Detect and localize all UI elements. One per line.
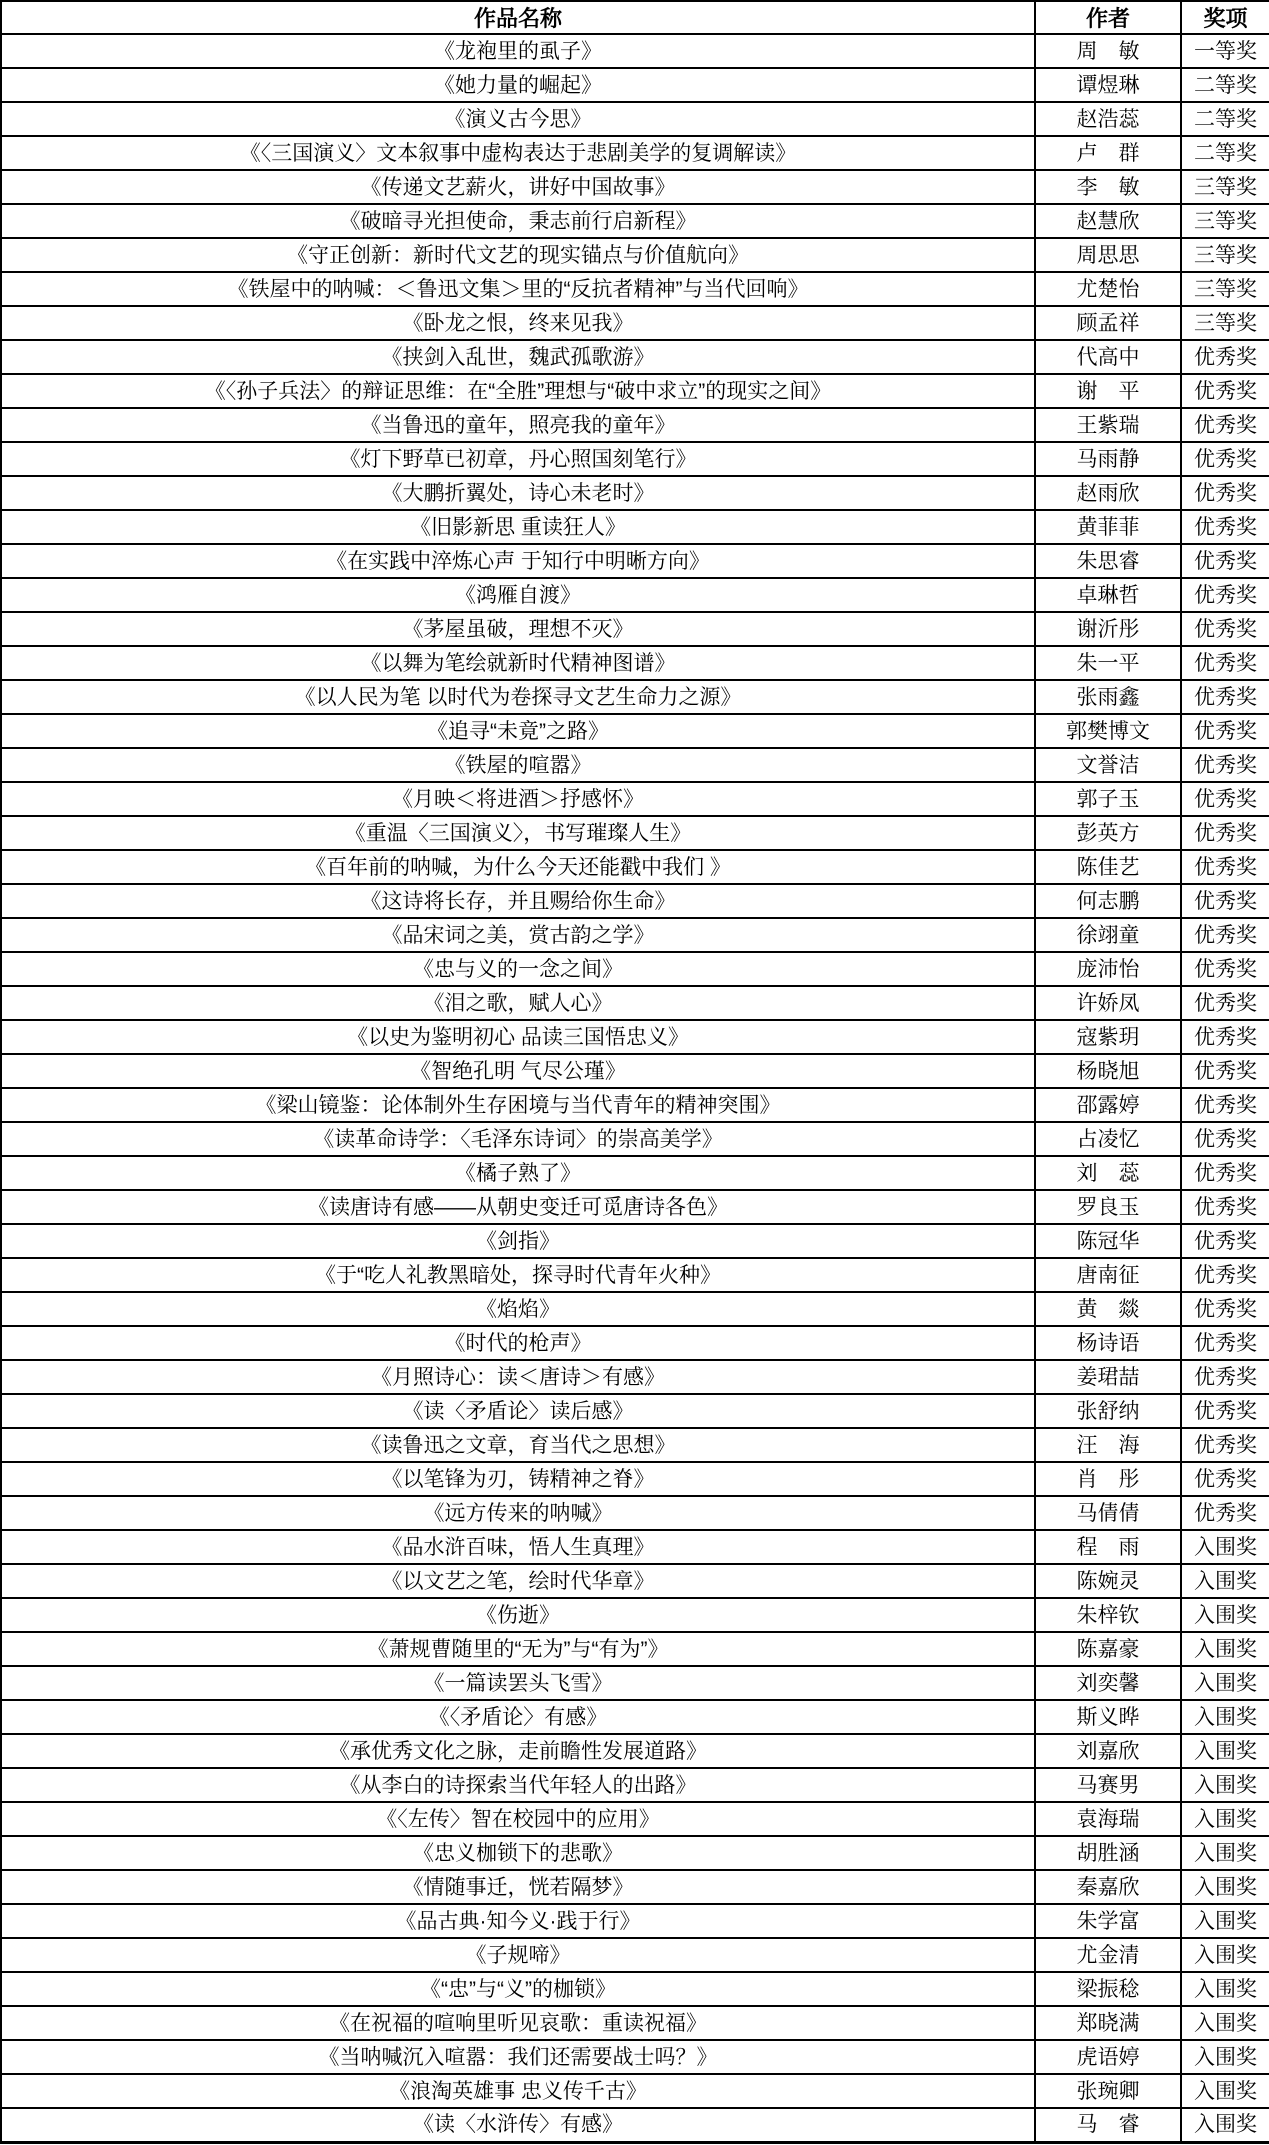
table-row xyxy=(1,952,1269,986)
award-cell: 优秀奖 xyxy=(1181,1292,1269,1326)
table-row xyxy=(1,646,1269,680)
award-cell: 三等奖 xyxy=(1181,204,1269,238)
work-title-cell: 《铁屋中的呐喊：＜鲁迅文集＞里的“反抗者精神”与当代回响》 xyxy=(1,272,1035,306)
work-title-cell: 《旧影新思 重读狂人》 xyxy=(1,510,1035,544)
author-cell: 陈嘉豪 xyxy=(1035,1632,1181,1666)
author-cell: 秦嘉欣 xyxy=(1035,1870,1181,1904)
table-row xyxy=(1,816,1269,850)
author-cell: 郑晓满 xyxy=(1035,2006,1181,2040)
table-row xyxy=(1,2108,1269,2142)
author-cell: 马 睿 xyxy=(1035,2108,1181,2142)
award-cell: 优秀奖 xyxy=(1181,680,1269,714)
author-cell: 汪 海 xyxy=(1035,1428,1181,1462)
work-title-cell: 《子规啼》 xyxy=(1,1938,1035,1972)
award-cell: 入围奖 xyxy=(1181,1836,1269,1870)
award-cell: 优秀奖 xyxy=(1181,612,1269,646)
table-row xyxy=(1,1088,1269,1122)
column-header-author: 作者 xyxy=(1035,1,1181,34)
award-cell: 三等奖 xyxy=(1181,170,1269,204)
author-cell: 卢 群 xyxy=(1035,136,1181,170)
table-row xyxy=(1,1326,1269,1360)
table-row xyxy=(1,1564,1269,1598)
award-cell: 入围奖 xyxy=(1181,2074,1269,2108)
award-cell: 优秀奖 xyxy=(1181,1326,1269,1360)
table-row xyxy=(1,204,1269,238)
award-cell: 优秀奖 xyxy=(1181,544,1269,578)
work-title-cell: 《卧龙之恨，终来见我》 xyxy=(1,306,1035,340)
work-title-cell: 《以笔锋为刃，铸精神之脊》 xyxy=(1,1462,1035,1496)
work-title-cell: 《在实践中淬炼心声 于知行中明晰方向》 xyxy=(1,544,1035,578)
work-title-cell: 《泪之歌，赋人心》 xyxy=(1,986,1035,1020)
award-cell: 入围奖 xyxy=(1181,1802,1269,1836)
work-title-cell: 《以人民为笔 以时代为卷探寻文艺生命力之源》 xyxy=(1,680,1035,714)
award-cell: 二等奖 xyxy=(1181,102,1269,136)
author-cell: 卓琳哲 xyxy=(1035,578,1181,612)
award-cell: 优秀奖 xyxy=(1181,1020,1269,1054)
author-cell: 张舒纳 xyxy=(1035,1394,1181,1428)
work-title-cell: 《橘子熟了》 xyxy=(1,1156,1035,1190)
author-cell: 彭英方 xyxy=(1035,816,1181,850)
table-row xyxy=(1,748,1269,782)
table-row xyxy=(1,136,1269,170)
award-cell: 入围奖 xyxy=(1181,1530,1269,1564)
author-cell: 何志鹏 xyxy=(1035,884,1181,918)
author-cell: 王紫瑞 xyxy=(1035,408,1181,442)
work-title-cell: 《品水浒百味，悟人生真理》 xyxy=(1,1530,1035,1564)
table-row xyxy=(1,1972,1269,2006)
table-row xyxy=(1,1156,1269,1190)
work-title-cell: 《忠义枷锁下的悲歌》 xyxy=(1,1836,1035,1870)
table-row xyxy=(1,714,1269,748)
author-cell: 马雨静 xyxy=(1035,442,1181,476)
work-title-cell: 《百年前的呐喊，为什么今天还能戳中我们 》 xyxy=(1,850,1035,884)
author-cell: 袁海瑞 xyxy=(1035,1802,1181,1836)
table-row xyxy=(1,510,1269,544)
work-title-cell: 《读〈矛盾论〉读后感》 xyxy=(1,1394,1035,1428)
author-cell: 周思思 xyxy=(1035,238,1181,272)
award-cell: 入围奖 xyxy=(1181,1938,1269,1972)
column-header-award: 奖项 xyxy=(1181,1,1269,34)
award-cell: 优秀奖 xyxy=(1181,510,1269,544)
work-title-cell: 《伤逝》 xyxy=(1,1598,1035,1632)
author-cell: 赵雨欣 xyxy=(1035,476,1181,510)
award-cell: 二等奖 xyxy=(1181,136,1269,170)
author-cell: 黄菲菲 xyxy=(1035,510,1181,544)
award-cell: 二等奖 xyxy=(1181,68,1269,102)
table-row xyxy=(1,986,1269,1020)
award-cell: 优秀奖 xyxy=(1181,782,1269,816)
author-cell: 张雨鑫 xyxy=(1035,680,1181,714)
author-cell: 肖 彤 xyxy=(1035,1462,1181,1496)
table-row xyxy=(1,1904,1269,1938)
work-title-cell: 《焰焰》 xyxy=(1,1292,1035,1326)
table-row xyxy=(1,1428,1269,1462)
table-row xyxy=(1,34,1269,68)
award-cell: 优秀奖 xyxy=(1181,408,1269,442)
work-title-cell: 《在祝福的喧响里听见哀歌：重读祝福》 xyxy=(1,2006,1035,2040)
work-title-cell: 《〈孙子兵法〉的辩证思维：在“全胜”理想与“破中求立”的现实之间》 xyxy=(1,374,1035,408)
work-title-cell: 《演义古今思》 xyxy=(1,102,1035,136)
author-cell: 郭樊博文 xyxy=(1035,714,1181,748)
author-cell: 朱思睿 xyxy=(1035,544,1181,578)
work-title-cell: 《当鲁迅的童年，照亮我的童年》 xyxy=(1,408,1035,442)
award-cell: 优秀奖 xyxy=(1181,1462,1269,1496)
table-row xyxy=(1,850,1269,884)
table-row xyxy=(1,1054,1269,1088)
table-row xyxy=(1,1462,1269,1496)
author-cell: 马赛男 xyxy=(1035,1768,1181,1802)
author-cell: 许娇凤 xyxy=(1035,986,1181,1020)
award-cell: 优秀奖 xyxy=(1181,1360,1269,1394)
table-row xyxy=(1,1802,1269,1836)
award-cell: 优秀奖 xyxy=(1181,1224,1269,1258)
work-title-cell: 《读革命诗学：〈毛泽东诗词〉的崇高美学》 xyxy=(1,1122,1035,1156)
author-cell: 程 雨 xyxy=(1035,1530,1181,1564)
author-cell: 虎语婷 xyxy=(1035,2040,1181,2074)
award-cell: 入围奖 xyxy=(1181,2108,1269,2142)
work-title-cell: 《守正创新：新时代文艺的现实锚点与价值航向》 xyxy=(1,238,1035,272)
author-cell: 顾孟祥 xyxy=(1035,306,1181,340)
table-row xyxy=(1,408,1269,442)
work-title-cell: 《智绝孔明 气尽公瑾》 xyxy=(1,1054,1035,1088)
author-cell: 斯义晔 xyxy=(1035,1700,1181,1734)
work-title-cell: 《破暗寻光担使命，秉志前行启新程》 xyxy=(1,204,1035,238)
table-row xyxy=(1,1530,1269,1564)
award-cell: 优秀奖 xyxy=(1181,578,1269,612)
table-row xyxy=(1,1020,1269,1054)
table-row xyxy=(1,272,1269,306)
table-row xyxy=(1,1258,1269,1292)
author-cell: 刘嘉欣 xyxy=(1035,1734,1181,1768)
work-title-cell: 《读〈水浒传〉有感》 xyxy=(1,2108,1035,2142)
work-title-cell: 《传递文艺薪火，讲好中国故事》 xyxy=(1,170,1035,204)
award-cell: 优秀奖 xyxy=(1181,714,1269,748)
table-row xyxy=(1,238,1269,272)
table-row xyxy=(1,2040,1269,2074)
table-row xyxy=(1,68,1269,102)
author-cell: 周 敏 xyxy=(1035,34,1181,68)
table-row xyxy=(1,2006,1269,2040)
author-cell: 寇紫玥 xyxy=(1035,1020,1181,1054)
author-cell: 谢沂彤 xyxy=(1035,612,1181,646)
table-body xyxy=(1,34,1269,2142)
work-title-cell: 《她力量的崛起》 xyxy=(1,68,1035,102)
award-cell: 入围奖 xyxy=(1181,1632,1269,1666)
work-title-cell: 《〈三国演义〉文本叙事中虚构表达于悲剧美学的复调解读》 xyxy=(1,136,1035,170)
work-title-cell: 《品宋词之美，赏古韵之学》 xyxy=(1,918,1035,952)
table-row xyxy=(1,918,1269,952)
author-cell: 占凌忆 xyxy=(1035,1122,1181,1156)
author-cell: 尤楚怡 xyxy=(1035,272,1181,306)
author-cell: 徐翊童 xyxy=(1035,918,1181,952)
table-row xyxy=(1,1632,1269,1666)
work-title-cell: 《挟剑入乱世，魏武孤歌游》 xyxy=(1,340,1035,374)
author-cell: 黄 燚 xyxy=(1035,1292,1181,1326)
award-cell: 优秀奖 xyxy=(1181,374,1269,408)
author-cell: 郭子玉 xyxy=(1035,782,1181,816)
award-cell: 优秀奖 xyxy=(1181,1428,1269,1462)
award-cell: 入围奖 xyxy=(1181,1870,1269,1904)
table-row xyxy=(1,170,1269,204)
table-row xyxy=(1,1360,1269,1394)
award-cell: 优秀奖 xyxy=(1181,884,1269,918)
award-cell: 入围奖 xyxy=(1181,1598,1269,1632)
author-cell: 张琬卿 xyxy=(1035,2074,1181,2108)
award-cell: 优秀奖 xyxy=(1181,1258,1269,1292)
work-title-cell: 《读鲁迅之文章，育当代之思想》 xyxy=(1,1428,1035,1462)
award-cell: 优秀奖 xyxy=(1181,1394,1269,1428)
author-cell: 姜珺喆 xyxy=(1035,1360,1181,1394)
work-title-cell: 《〈矛盾论〉有感》 xyxy=(1,1700,1035,1734)
author-cell: 朱学富 xyxy=(1035,1904,1181,1938)
author-cell: 陈婉灵 xyxy=(1035,1564,1181,1598)
table-row xyxy=(1,612,1269,646)
award-cell: 优秀奖 xyxy=(1181,1190,1269,1224)
table-row xyxy=(1,1496,1269,1530)
award-cell: 优秀奖 xyxy=(1181,1122,1269,1156)
work-title-cell: 《“忠”与“义”的枷锁》 xyxy=(1,1972,1035,2006)
header-row xyxy=(1,1,1269,34)
work-title-cell: 《剑指》 xyxy=(1,1224,1035,1258)
work-title-cell: 《时代的枪声》 xyxy=(1,1326,1035,1360)
author-cell: 胡胜涵 xyxy=(1035,1836,1181,1870)
award-cell: 入围奖 xyxy=(1181,1700,1269,1734)
table-row xyxy=(1,1394,1269,1428)
author-cell: 陈佳艺 xyxy=(1035,850,1181,884)
work-title-cell: 《品古典·知今义·践于行》 xyxy=(1,1904,1035,1938)
table-row xyxy=(1,1122,1269,1156)
work-title-cell: 《追寻“未竟”之路》 xyxy=(1,714,1035,748)
award-cell: 优秀奖 xyxy=(1181,816,1269,850)
author-cell: 李 敏 xyxy=(1035,170,1181,204)
author-cell: 谭煜琳 xyxy=(1035,68,1181,102)
author-cell: 罗良玉 xyxy=(1035,1190,1181,1224)
author-cell: 赵慧欣 xyxy=(1035,204,1181,238)
table-row xyxy=(1,1938,1269,1972)
author-cell: 马倩倩 xyxy=(1035,1496,1181,1530)
work-title-cell: 《以舞为笔绘就新时代精神图谱》 xyxy=(1,646,1035,680)
work-title-cell: 《月照诗心：读＜唐诗＞有感》 xyxy=(1,1360,1035,1394)
award-cell: 入围奖 xyxy=(1181,1904,1269,1938)
author-cell: 赵浩蕊 xyxy=(1035,102,1181,136)
table-row xyxy=(1,1190,1269,1224)
work-title-cell: 《〈左传〉智在校园中的应用》 xyxy=(1,1802,1035,1836)
table-row xyxy=(1,1768,1269,1802)
author-cell: 邵露婷 xyxy=(1035,1088,1181,1122)
author-cell: 代高中 xyxy=(1035,340,1181,374)
award-cell: 优秀奖 xyxy=(1181,476,1269,510)
work-title-cell: 《鸿雁自渡》 xyxy=(1,578,1035,612)
table-row xyxy=(1,544,1269,578)
work-title-cell: 《梁山镜鉴：论体制外生存困境与当代青年的精神突围》 xyxy=(1,1088,1035,1122)
table-row xyxy=(1,374,1269,408)
table-row xyxy=(1,1224,1269,1258)
award-cell: 入围奖 xyxy=(1181,1768,1269,1802)
award-cell: 优秀奖 xyxy=(1181,952,1269,986)
work-title-cell: 《一篇读罢头飞雪》 xyxy=(1,1666,1035,1700)
author-cell: 朱一平 xyxy=(1035,646,1181,680)
award-cell: 三等奖 xyxy=(1181,306,1269,340)
award-cell: 优秀奖 xyxy=(1181,442,1269,476)
table-row xyxy=(1,1836,1269,1870)
table-row xyxy=(1,578,1269,612)
work-title-cell: 《月映＜将进酒＞抒感怀》 xyxy=(1,782,1035,816)
table-row xyxy=(1,1598,1269,1632)
work-title-cell: 《读唐诗有感——从朝史变迁可觅唐诗各色》 xyxy=(1,1190,1035,1224)
award-cell: 优秀奖 xyxy=(1181,1156,1269,1190)
award-cell: 优秀奖 xyxy=(1181,340,1269,374)
award-cell: 三等奖 xyxy=(1181,272,1269,306)
table-row xyxy=(1,782,1269,816)
award-cell: 入围奖 xyxy=(1181,1564,1269,1598)
award-cell: 入围奖 xyxy=(1181,1972,1269,2006)
author-cell: 梁振稔 xyxy=(1035,1972,1181,2006)
award-cell: 三等奖 xyxy=(1181,238,1269,272)
author-cell: 刘奕馨 xyxy=(1035,1666,1181,1700)
table-row xyxy=(1,442,1269,476)
work-title-cell: 《萧规曹随里的“无为”与“有为”》 xyxy=(1,1632,1035,1666)
table-row xyxy=(1,476,1269,510)
table-row xyxy=(1,2074,1269,2108)
table-row xyxy=(1,884,1269,918)
work-title-cell: 《以史为鉴明初心 品读三国悟忠义》 xyxy=(1,1020,1035,1054)
work-title-cell: 《龙袍里的虱子》 xyxy=(1,34,1035,68)
author-cell: 唐南征 xyxy=(1035,1258,1181,1292)
table-row xyxy=(1,680,1269,714)
work-title-cell: 《浪淘英雄事 忠义传千古》 xyxy=(1,2074,1035,2108)
work-title-cell: 《于“吃人礼教黑暗处，探寻时代青年火种》 xyxy=(1,1258,1035,1292)
table-row xyxy=(1,1292,1269,1326)
table-row xyxy=(1,1666,1269,1700)
author-cell: 尤金清 xyxy=(1035,1938,1181,1972)
table-row xyxy=(1,340,1269,374)
author-cell: 朱梓钦 xyxy=(1035,1598,1181,1632)
award-cell: 优秀奖 xyxy=(1181,918,1269,952)
author-cell: 文誉洁 xyxy=(1035,748,1181,782)
work-title-cell: 《茅屋虽破，理想不灭》 xyxy=(1,612,1035,646)
work-title-cell: 《灯下野草已初章，丹心照国刻笔行》 xyxy=(1,442,1035,476)
award-cell: 入围奖 xyxy=(1181,2006,1269,2040)
award-cell: 优秀奖 xyxy=(1181,1088,1269,1122)
award-cell: 优秀奖 xyxy=(1181,986,1269,1020)
award-cell: 入围奖 xyxy=(1181,1734,1269,1768)
award-cell: 一等奖 xyxy=(1181,34,1269,68)
award-cell: 优秀奖 xyxy=(1181,1496,1269,1530)
author-cell: 刘 蕊 xyxy=(1035,1156,1181,1190)
award-cell: 入围奖 xyxy=(1181,2040,1269,2074)
work-title-cell: 《铁屋的喧嚣》 xyxy=(1,748,1035,782)
award-cell: 优秀奖 xyxy=(1181,646,1269,680)
work-title-cell: 《忠与义的一念之间》 xyxy=(1,952,1035,986)
work-title-cell: 《当呐喊沉入喧嚣：我们还需要战士吗？》 xyxy=(1,2040,1035,2074)
work-title-cell: 《这诗将长存，并且赐给你生命》 xyxy=(1,884,1035,918)
award-cell: 入围奖 xyxy=(1181,1666,1269,1700)
work-title-cell: 《从李白的诗探索当代年轻人的出路》 xyxy=(1,1768,1035,1802)
table-row xyxy=(1,306,1269,340)
author-cell: 庞沛怡 xyxy=(1035,952,1181,986)
award-cell: 优秀奖 xyxy=(1181,748,1269,782)
work-title-cell: 《承优秀文化之脉，走前瞻性发展道路》 xyxy=(1,1734,1035,1768)
table-row xyxy=(1,102,1269,136)
work-title-cell: 《大鹏折翼处，诗心未老时》 xyxy=(1,476,1035,510)
table-row xyxy=(1,1870,1269,1904)
work-title-cell: 《重温〈三国演义〉，书写璀璨人生》 xyxy=(1,816,1035,850)
column-header-work-title: 作品名称 xyxy=(1,1,1035,34)
author-cell: 杨晓旭 xyxy=(1035,1054,1181,1088)
work-title-cell: 《情随事迁，恍若隔梦》 xyxy=(1,1870,1035,1904)
author-cell: 杨诗语 xyxy=(1035,1326,1181,1360)
work-title-cell: 《远方传来的呐喊》 xyxy=(1,1496,1035,1530)
author-cell: 谢 平 xyxy=(1035,374,1181,408)
author-cell: 陈冠华 xyxy=(1035,1224,1181,1258)
award-cell: 优秀奖 xyxy=(1181,1054,1269,1088)
work-title-cell: 《以文艺之笔，绘时代华章》 xyxy=(1,1564,1035,1598)
award-cell: 优秀奖 xyxy=(1181,850,1269,884)
table-row xyxy=(1,1734,1269,1768)
table-row xyxy=(1,1700,1269,1734)
